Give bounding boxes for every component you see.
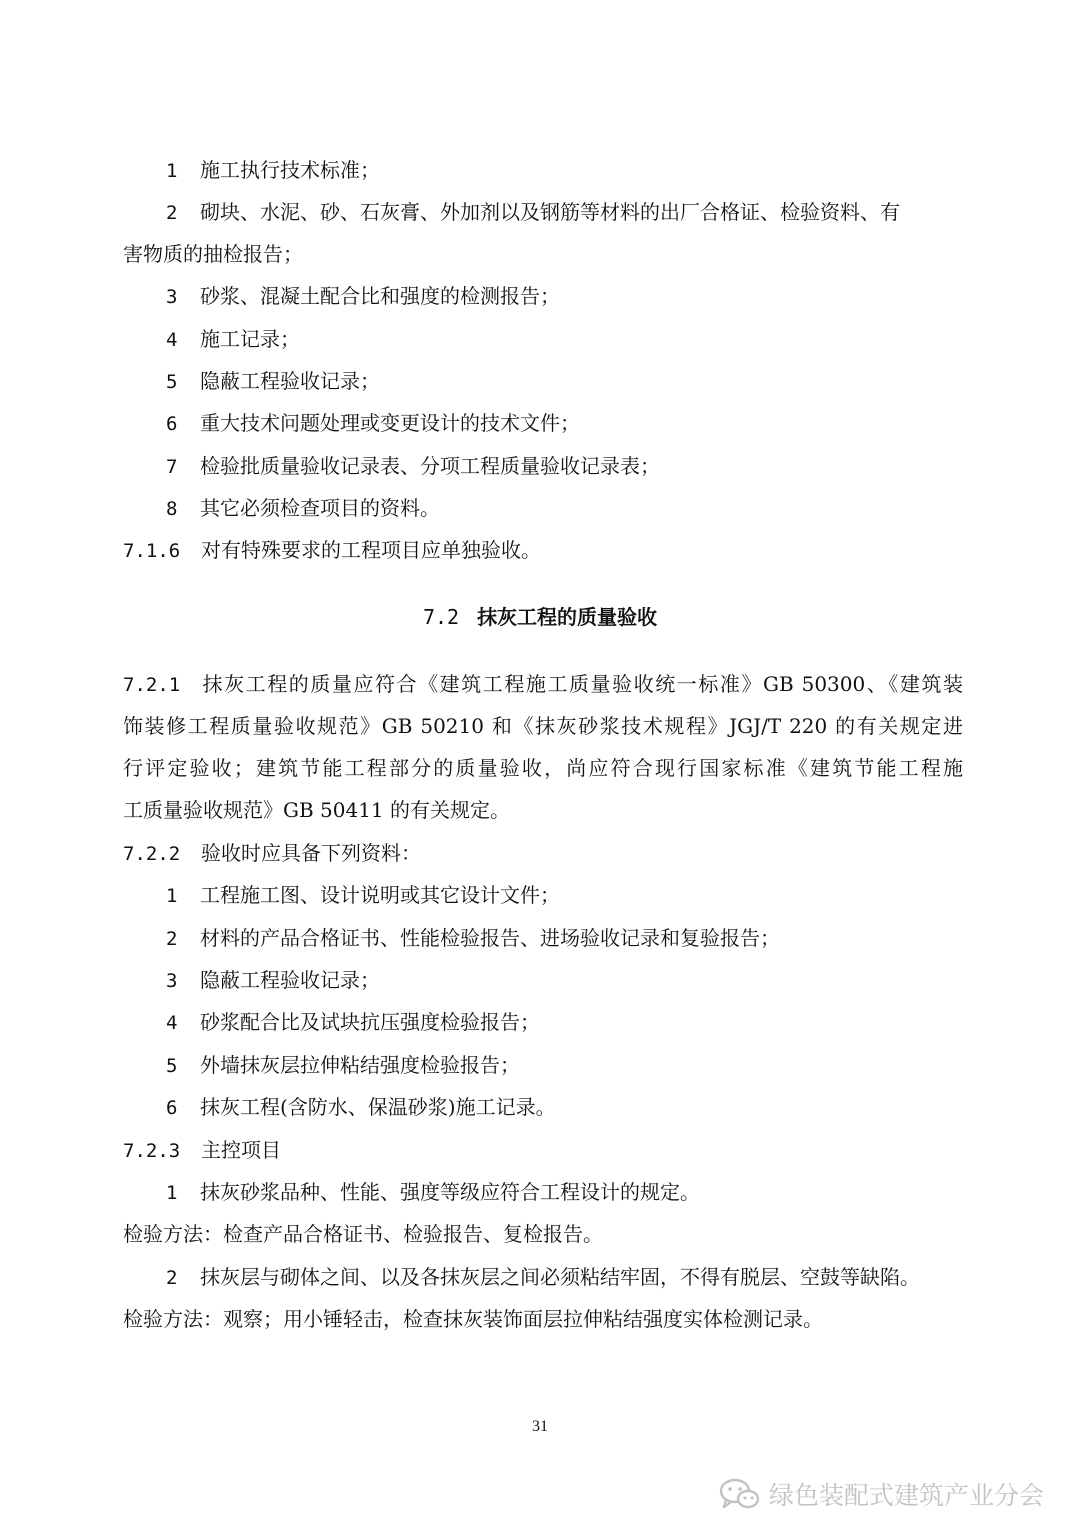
list-item: 2 砌块、水泥、砂、石灰膏、外加剂以及钢筋等材料的出厂合格证、检验资料、有 [166, 200, 900, 224]
list-item: 4 砂浆配合比及试块抗压强度检验报告； [166, 1010, 540, 1034]
list-item: 5 外墙抹灰层拉伸粘结强度检验报告； [166, 1053, 520, 1077]
list-item-continuation: 害物质的抽检报告； [123, 242, 303, 266]
list-item: 1 工程施工图、设计说明或其它设计文件； [166, 883, 560, 907]
clause-7-2-3: 7.2.3 主控项目 [123, 1138, 281, 1162]
clause-7-2-1-line: 行评定验收；建筑节能工程部分的质量验收，尚应符合现行国家标准《建筑节能工程施 [123, 756, 963, 780]
main-item: 2 抹灰层与砌体之间、以及各抹灰层之间必须粘结牢固，不得有脱层、空鼓等缺陷。 [166, 1265, 920, 1289]
section-heading: 7.2 抹灰工程的质量验收 [422, 605, 658, 629]
inspection-method: 检验方法：检查产品合格证书、检验报告、复检报告。 [123, 1222, 603, 1246]
list-item: 3 砂浆、混凝土配合比和强度的检测报告； [166, 284, 560, 308]
list-item: 4 施工记录； [166, 327, 300, 351]
watermark [719, 1474, 1044, 1514]
list-item: 5 隐蔽工程验收记录； [166, 369, 380, 393]
list-item: 7 检验批质量验收记录表、分项工程质量验收记录表； [166, 454, 660, 478]
clause-7-2-1-line: 7.2.1 抹灰工程的质量应符合《建筑工程施工质量验收统一标准》GB 50300、《建筑装 [123, 672, 963, 696]
watermark-text: 绿色装配式建筑产业分会 [768, 1481, 1044, 1510]
list-item: 6 抹灰工程(含防水、保温砂浆)施工记录。 [166, 1095, 556, 1119]
wechat-icon [719, 1476, 761, 1512]
clause-7-1-6: 7.1.6 对有特殊要求的工程项目应单独验收。 [123, 538, 541, 562]
list-item: 3 隐蔽工程验收记录； [166, 968, 380, 992]
list-item: 8 其它必须检查项目的资料。 [166, 496, 440, 520]
clause-7-2-1-line: 工质量验收规范》GB 50411 的有关规定。 [123, 798, 511, 822]
clause-7-2-1-line: 饰装修工程质量验收规范》GB 50210 和《抹灰砂浆技术规程》JGJ/T 220 的有关规定进 [123, 714, 963, 738]
page-number: 31 [532, 1418, 548, 1435]
list-item: 6 重大技术问题处理或变更设计的技术文件； [166, 411, 580, 435]
list-item: 2 材料的产品合格证书、性能检验报告、进场验收记录和复验报告； [166, 926, 780, 950]
inspection-method: 检验方法：观察；用小锤轻击，检查抹灰装饰面层拉伸粘结强度实体检测记录。 [123, 1307, 823, 1331]
clause-7-2-2: 7.2.2 验收时应具备下列资料： [123, 841, 421, 865]
main-item: 1 抹灰砂浆品种、性能、强度等级应符合工程设计的规定。 [166, 1180, 700, 1204]
list-item: 1 施工执行技术标准； [166, 158, 380, 182]
